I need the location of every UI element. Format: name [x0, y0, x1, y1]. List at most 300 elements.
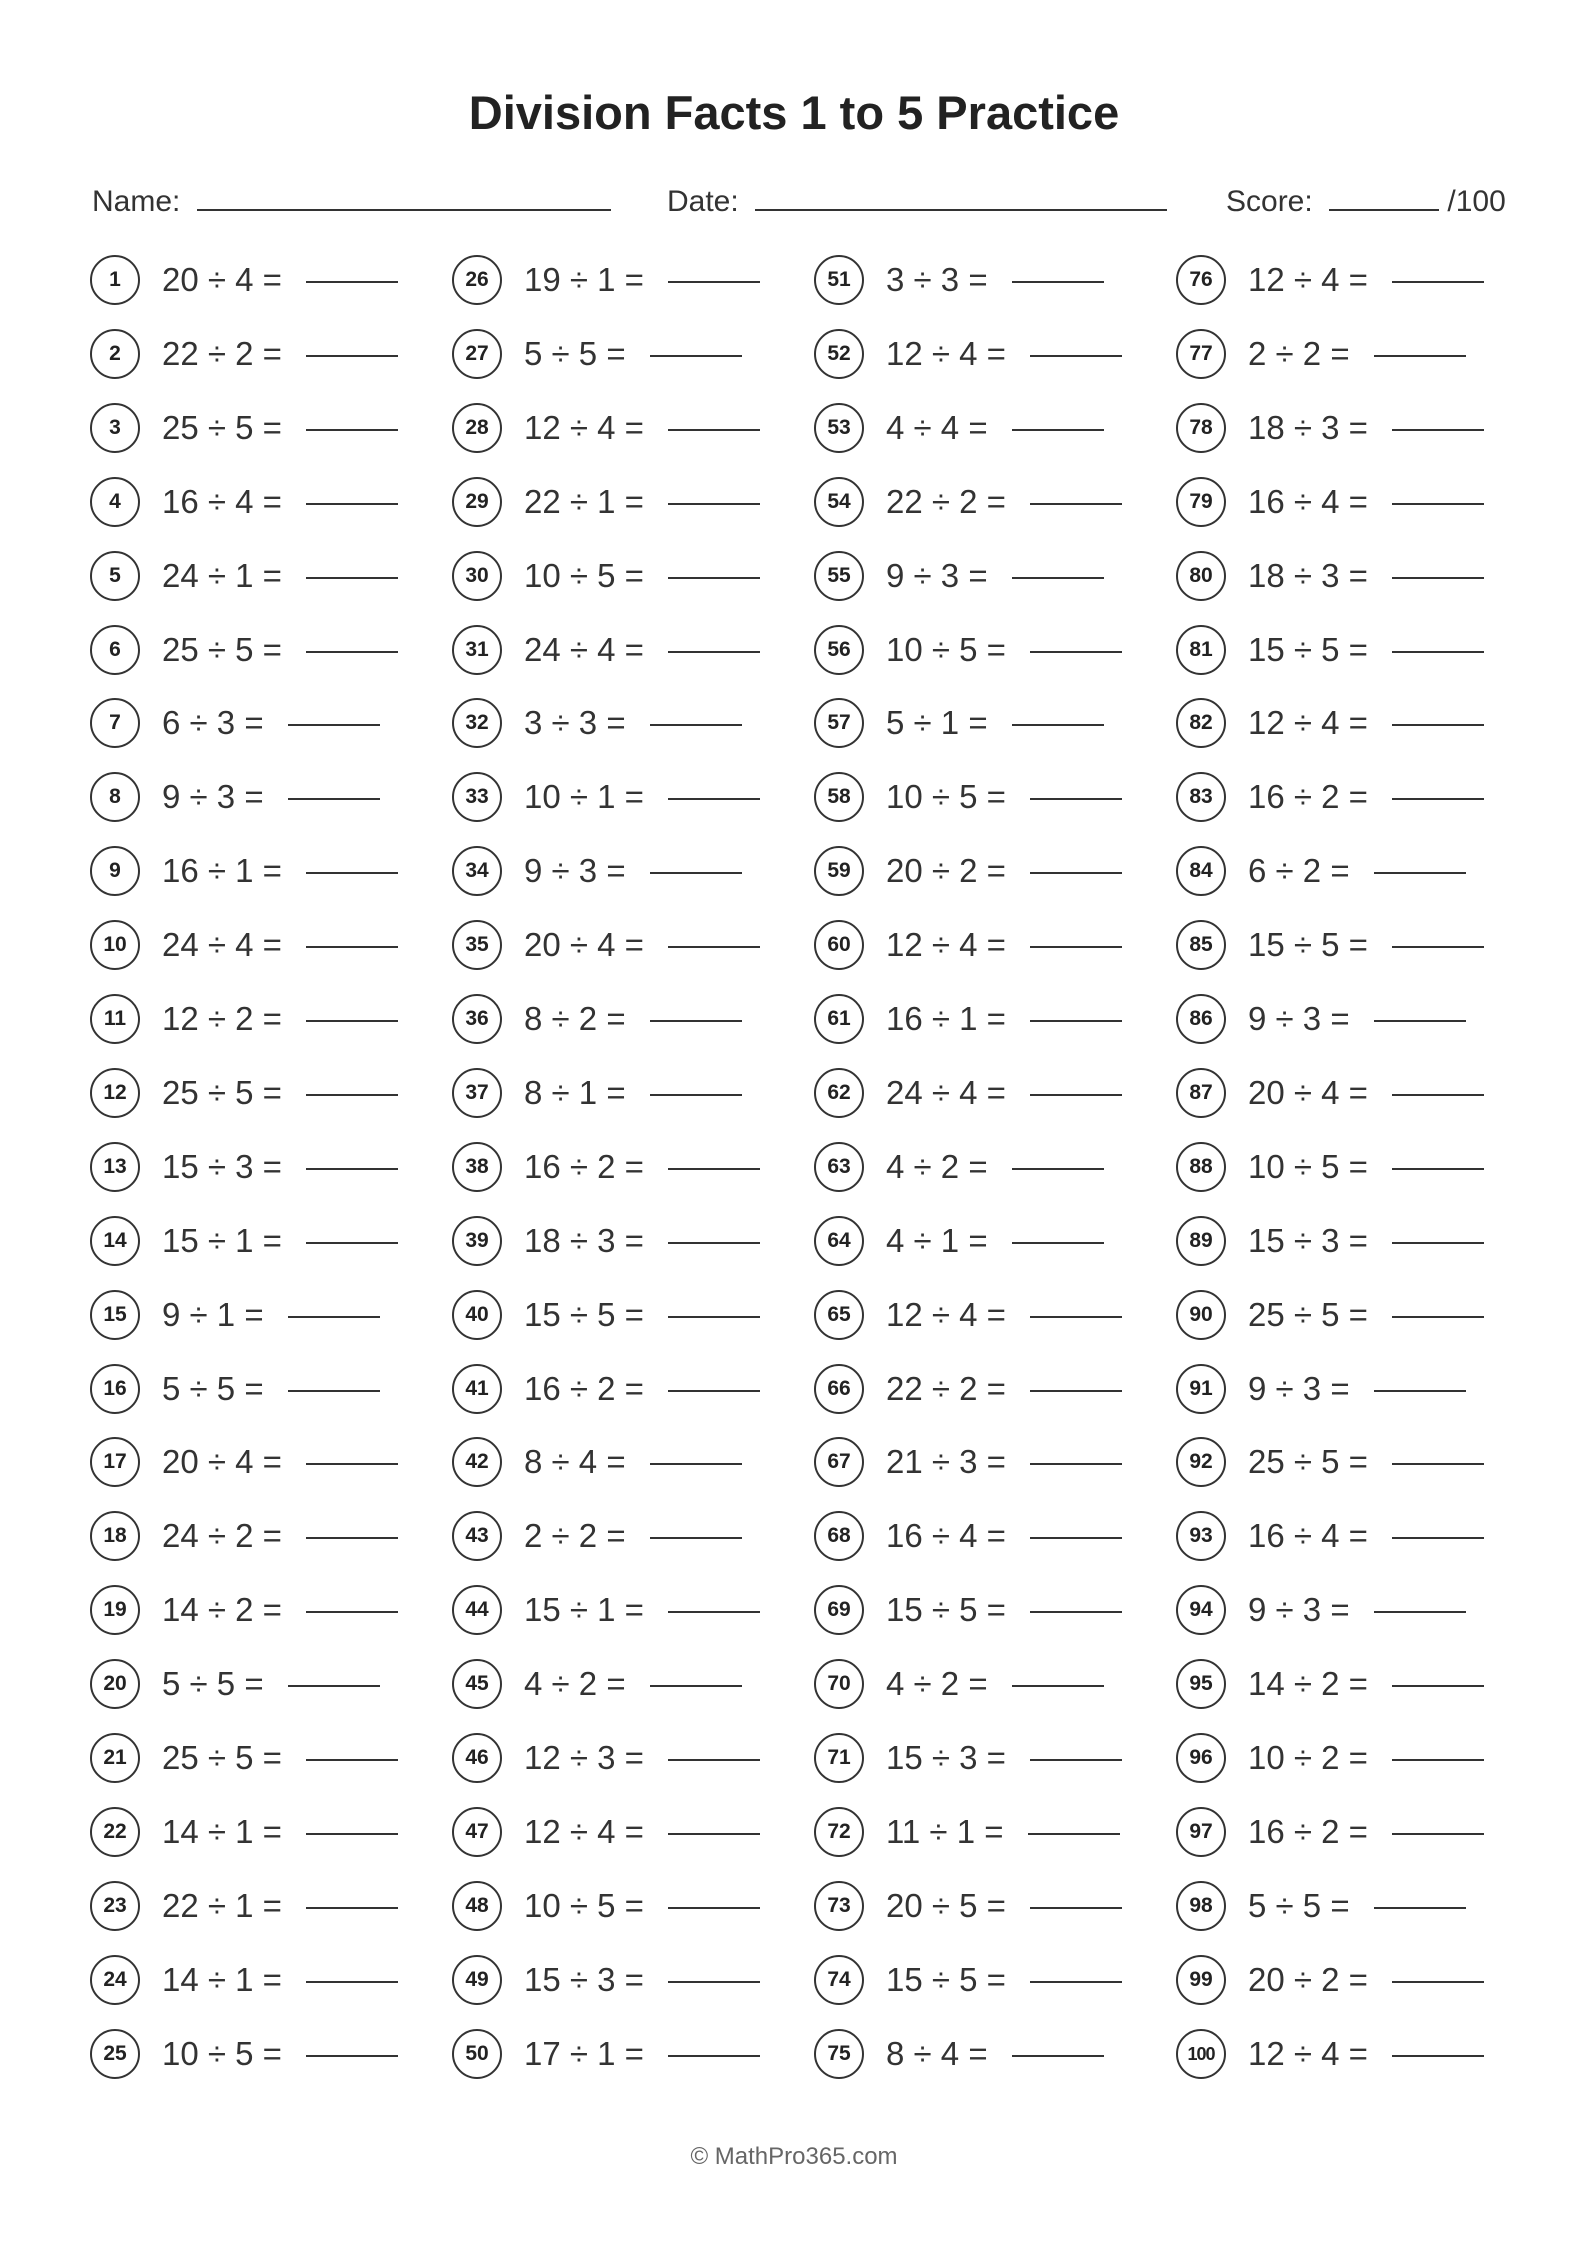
problem-expression-row	[886, 852, 1122, 890]
problem-expression: 3 ÷ 3 =	[886, 261, 988, 298]
problem-item	[1176, 1068, 1536, 1124]
problem-number-badge: 47	[452, 1807, 502, 1857]
date-blank-line[interactable]	[755, 208, 1167, 211]
problem-item	[90, 1955, 450, 2011]
problem-expression-row	[1248, 926, 1484, 964]
problem-item	[452, 1437, 812, 1493]
answer-blank-line[interactable]	[306, 1094, 398, 1096]
problem-number-badge: 82	[1176, 698, 1226, 748]
problem-number-badge: 48	[452, 1881, 502, 1931]
problem-item	[1176, 698, 1536, 754]
problem-expression-row	[886, 1887, 1122, 1925]
problem-item	[1176, 1881, 1536, 1937]
problem-expression-row	[886, 409, 1104, 447]
problem-expression-row	[886, 335, 1122, 373]
answer-blank-line[interactable]	[1030, 651, 1122, 653]
problem-expression-row	[524, 557, 760, 595]
answer-blank-line[interactable]	[668, 429, 760, 431]
problem-expression: 9 ÷ 1 =	[162, 1296, 264, 1333]
answer-blank-line[interactable]	[1012, 2055, 1104, 2057]
answer-blank-line[interactable]	[650, 1020, 742, 1022]
problem-expression: 10 ÷ 5 =	[524, 557, 644, 594]
problem-expression-row	[524, 1591, 760, 1629]
problem-expression-row	[524, 1961, 760, 1999]
answer-blank-line[interactable]	[1012, 1685, 1104, 1687]
problem-expression-row	[162, 631, 398, 669]
answer-blank-line[interactable]	[1374, 1390, 1466, 1392]
answer-blank-line[interactable]	[288, 1685, 380, 1687]
problem-expression-row	[524, 1665, 742, 1703]
problem-expression-row	[162, 1443, 398, 1481]
problem-number-badge: 22	[90, 1807, 140, 1857]
problem-item	[814, 994, 1174, 1050]
answer-blank-line[interactable]	[306, 872, 398, 874]
answer-blank-line[interactable]	[650, 1685, 742, 1687]
answer-blank-line[interactable]	[306, 503, 398, 505]
answer-blank-line[interactable]	[1392, 1463, 1484, 1465]
page-title: Division Facts 1 to 5 Practice	[468, 86, 1120, 139]
answer-blank-line[interactable]	[668, 798, 760, 800]
answer-blank-line[interactable]	[306, 1981, 398, 1983]
answer-blank-line[interactable]	[1012, 577, 1104, 579]
problem-expression: 6 ÷ 2 =	[1248, 852, 1350, 889]
problem-expression: 16 ÷ 2 =	[1248, 778, 1368, 815]
answer-blank-line[interactable]	[1392, 503, 1484, 505]
problem-number-badge: 66	[814, 1364, 864, 1414]
problem-number-badge: 69	[814, 1585, 864, 1635]
answer-blank-line[interactable]	[668, 281, 760, 283]
problem-expression-row	[1248, 1443, 1484, 1481]
answer-blank-line[interactable]	[650, 355, 742, 357]
problem-expression: 15 ÷ 3 =	[886, 1739, 1006, 1776]
answer-blank-line[interactable]	[668, 2055, 760, 2057]
problem-expression-row	[886, 926, 1122, 964]
problem-expression: 15 ÷ 3 =	[1248, 1222, 1368, 1259]
answer-blank-line[interactable]	[288, 798, 380, 800]
answer-blank-line[interactable]	[1392, 281, 1484, 283]
answer-blank-line[interactable]	[668, 651, 760, 653]
problem-expression-row	[886, 1296, 1122, 1334]
answer-blank-line[interactable]	[306, 2055, 398, 2057]
problem-item	[452, 1807, 812, 1863]
problem-expression: 18 ÷ 3 =	[524, 1222, 644, 1259]
answer-blank-line[interactable]	[1030, 503, 1122, 505]
problem-expression-row	[524, 926, 760, 964]
problem-item	[90, 994, 450, 1050]
problem-item	[1176, 403, 1536, 459]
problem-item	[1176, 920, 1536, 976]
answer-blank-line[interactable]	[1392, 1685, 1484, 1687]
problem-expression-row	[886, 1000, 1122, 1038]
problem-item	[90, 1881, 450, 1937]
answer-blank-line[interactable]	[306, 577, 398, 579]
problem-item	[90, 2029, 450, 2085]
problem-item	[1176, 1511, 1536, 1567]
problem-expression: 15 ÷ 1 =	[524, 1591, 644, 1628]
answer-blank-line[interactable]	[306, 1463, 398, 1465]
problem-expression: 25 ÷ 5 =	[162, 631, 282, 668]
problem-number-badge: 20	[90, 1659, 140, 1709]
problem-item	[1176, 1290, 1536, 1346]
answer-blank-line[interactable]	[650, 1094, 742, 1096]
problem-expression-row	[524, 1148, 760, 1186]
answer-blank-line[interactable]	[306, 355, 398, 357]
answer-blank-line[interactable]	[306, 1833, 398, 1835]
problem-expression-row	[886, 557, 1104, 595]
problem-expression: 15 ÷ 5 =	[886, 1961, 1006, 1998]
problem-number-badge: 78	[1176, 403, 1226, 453]
answer-blank-line[interactable]	[1392, 1537, 1484, 1539]
answer-blank-line[interactable]	[1374, 1611, 1466, 1613]
problem-expression-row	[162, 2035, 398, 2073]
problem-item	[814, 698, 1174, 754]
problem-item	[452, 846, 812, 902]
problem-number-badge: 54	[814, 477, 864, 527]
problem-expression: 20 ÷ 4 =	[524, 926, 644, 963]
answer-blank-line[interactable]	[1392, 1242, 1484, 1244]
answer-blank-line[interactable]	[306, 1907, 398, 1909]
problem-item	[90, 1733, 450, 1789]
answer-blank-line[interactable]	[306, 1611, 398, 1613]
answer-blank-line[interactable]	[306, 1759, 398, 1761]
problem-number-badge: 17	[90, 1437, 140, 1487]
problem-expression: 9 ÷ 3 =	[886, 557, 988, 594]
answer-blank-line[interactable]	[1392, 1833, 1484, 1835]
answer-blank-line[interactable]	[1030, 1463, 1122, 1465]
problem-expression: 16 ÷ 4 =	[162, 483, 282, 520]
problem-item	[814, 403, 1174, 459]
answer-blank-line[interactable]	[288, 724, 380, 726]
problem-expression: 21 ÷ 3 =	[886, 1443, 1006, 1480]
problem-item	[814, 772, 1174, 828]
problem-expression-row	[162, 778, 380, 816]
problem-number-badge: 21	[90, 1733, 140, 1783]
problem-item	[814, 1733, 1174, 1789]
problem-expression: 10 ÷ 5 =	[1248, 1148, 1368, 1185]
problem-number-badge: 41	[452, 1364, 502, 1414]
problem-item	[1176, 1216, 1536, 1272]
problem-number-badge: 16	[90, 1364, 140, 1414]
problem-item	[1176, 1585, 1536, 1641]
answer-blank-line[interactable]	[668, 1907, 760, 1909]
answer-blank-line[interactable]	[668, 1316, 760, 1318]
answer-blank-line[interactable]	[668, 1242, 760, 1244]
date-field[interactable]	[667, 185, 1167, 219]
answer-blank-line[interactable]	[650, 872, 742, 874]
problem-expression: 10 ÷ 2 =	[1248, 1739, 1368, 1776]
answer-blank-line[interactable]	[1030, 1094, 1122, 1096]
answer-blank-line[interactable]	[1392, 651, 1484, 653]
answer-blank-line[interactable]	[1392, 798, 1484, 800]
problem-item	[90, 1437, 450, 1493]
problem-item	[1176, 1659, 1536, 1715]
problem-expression: 9 ÷ 3 =	[1248, 1591, 1350, 1628]
problem-expression: 12 ÷ 4 =	[886, 335, 1006, 372]
answer-blank-line[interactable]	[1028, 1833, 1120, 1835]
answer-blank-line[interactable]	[1030, 1316, 1122, 1318]
answer-blank-line[interactable]	[668, 1168, 760, 1170]
problem-expression: 16 ÷ 2 =	[524, 1370, 644, 1407]
problem-number-badge: 10	[90, 920, 140, 970]
problem-number-badge: 63	[814, 1142, 864, 1192]
problem-number-badge: 93	[1176, 1511, 1226, 1561]
problem-expression: 18 ÷ 3 =	[1248, 557, 1368, 594]
answer-blank-line[interactable]	[668, 1611, 760, 1613]
answer-blank-line[interactable]	[306, 1168, 398, 1170]
problem-item	[814, 1364, 1174, 1420]
problem-expression-row	[1248, 1665, 1484, 1703]
problem-item	[814, 1585, 1174, 1641]
problem-number-badge: 18	[90, 1511, 140, 1561]
problem-expression: 12 ÷ 4 =	[886, 1296, 1006, 1333]
answer-blank-line[interactable]	[668, 1390, 760, 1392]
problem-expression: 14 ÷ 2 =	[1248, 1665, 1368, 1702]
answer-blank-line[interactable]	[1030, 1759, 1122, 1761]
name-field[interactable]	[92, 185, 611, 219]
problem-expression-row	[886, 1739, 1122, 1777]
problem-expression-row	[1248, 483, 1484, 521]
problem-item	[1176, 329, 1536, 385]
answer-blank-line[interactable]	[668, 577, 760, 579]
problem-number-badge: 42	[452, 1437, 502, 1487]
problem-number-badge: 29	[452, 477, 502, 527]
problem-item	[814, 1216, 1174, 1272]
problem-expression-row	[524, 335, 742, 373]
answer-blank-line[interactable]	[288, 1316, 380, 1318]
problem-expression: 15 ÷ 5 =	[1248, 926, 1368, 963]
answer-blank-line[interactable]	[668, 1759, 760, 1761]
problem-number-badge: 87	[1176, 1068, 1226, 1118]
answer-blank-line[interactable]	[306, 1020, 398, 1022]
problem-number-badge: 76	[1176, 255, 1226, 305]
problem-expression: 8 ÷ 2 =	[524, 1000, 626, 1037]
problem-expression-row	[524, 1813, 760, 1851]
problem-expression-row	[524, 1887, 760, 1925]
answer-blank-line[interactable]	[650, 1463, 742, 1465]
problem-item	[1176, 994, 1536, 1050]
problem-number-badge: 96	[1176, 1733, 1226, 1783]
problem-expression: 5 ÷ 1 =	[886, 704, 988, 741]
date-label: Date:	[667, 185, 739, 218]
answer-blank-line[interactable]	[1030, 1020, 1122, 1022]
problem-expression-row	[162, 1000, 398, 1038]
problem-expression: 20 ÷ 4 =	[1248, 1074, 1368, 1111]
problem-item	[90, 477, 450, 533]
problem-expression: 24 ÷ 4 =	[524, 631, 644, 668]
problem-item	[452, 772, 812, 828]
problem-item	[814, 1437, 1174, 1493]
problem-item	[814, 1290, 1174, 1346]
problem-number-badge: 86	[1176, 994, 1226, 1044]
answer-blank-line[interactable]	[1012, 1168, 1104, 1170]
problem-expression-row	[162, 704, 380, 742]
problem-item	[90, 1807, 450, 1863]
answer-blank-line[interactable]	[1392, 429, 1484, 431]
problem-expression: 16 ÷ 4 =	[886, 1517, 1006, 1554]
problem-expression-row	[1248, 1813, 1484, 1851]
problem-item	[1176, 1955, 1536, 2011]
answer-blank-line[interactable]	[306, 1242, 398, 1244]
problem-number-badge: 37	[452, 1068, 502, 1118]
answer-blank-line[interactable]	[1392, 1316, 1484, 1318]
problem-expression-row	[162, 1813, 398, 1851]
problem-expression-row	[1248, 1887, 1466, 1925]
problem-expression: 15 ÷ 1 =	[162, 1222, 282, 1259]
answer-blank-line[interactable]	[650, 724, 742, 726]
problem-item	[90, 1068, 450, 1124]
problem-number-badge: 43	[452, 1511, 502, 1561]
problem-item	[814, 1659, 1174, 1715]
problem-expression-row	[162, 1296, 380, 1334]
answer-blank-line[interactable]	[306, 1537, 398, 1539]
problem-expression-row	[524, 1296, 760, 1334]
problem-item	[452, 1216, 812, 1272]
problem-number-badge: 56	[814, 625, 864, 675]
answer-blank-line[interactable]	[1012, 724, 1104, 726]
name-label: Name:	[92, 185, 181, 218]
problem-expression-row	[1248, 1222, 1484, 1260]
problem-expression-row	[1248, 1739, 1484, 1777]
answer-blank-line[interactable]	[1012, 429, 1104, 431]
problem-expression-row	[162, 1370, 380, 1408]
answer-blank-line[interactable]	[1392, 1168, 1484, 1170]
problem-expression-row	[886, 1813, 1120, 1851]
problem-expression-row	[1248, 1961, 1484, 1999]
problem-number-badge: 70	[814, 1659, 864, 1709]
problem-item	[452, 1364, 812, 1420]
answer-blank-line[interactable]	[1012, 1242, 1104, 1244]
problem-number-badge: 100	[1176, 2029, 1226, 2079]
problem-expression: 16 ÷ 4 =	[1248, 1517, 1368, 1554]
answer-blank-line[interactable]	[1030, 798, 1122, 800]
problem-expression: 5 ÷ 5 =	[162, 1370, 264, 1407]
answer-blank-line[interactable]	[1374, 355, 1466, 357]
answer-blank-line[interactable]	[1030, 1981, 1122, 1983]
answer-blank-line[interactable]	[1030, 946, 1122, 948]
problem-expression-row	[886, 1074, 1122, 1112]
problem-expression-row	[524, 1074, 742, 1112]
problem-expression-row	[524, 704, 742, 742]
problem-number-badge: 7	[90, 698, 140, 748]
answer-blank-line[interactable]	[288, 1390, 380, 1392]
answer-blank-line[interactable]	[668, 503, 760, 505]
problem-expression-row	[886, 704, 1104, 742]
answer-blank-line[interactable]	[1392, 1759, 1484, 1761]
problem-expression: 16 ÷ 2 =	[524, 1148, 644, 1185]
answer-blank-line[interactable]	[1392, 1981, 1484, 1983]
problem-expression: 4 ÷ 4 =	[886, 409, 988, 446]
problem-number-badge: 95	[1176, 1659, 1226, 1709]
score-total: /100	[1447, 185, 1506, 218]
problem-expression: 16 ÷ 1 =	[886, 1000, 1006, 1037]
answer-blank-line[interactable]	[1392, 946, 1484, 948]
problem-expression: 15 ÷ 3 =	[524, 1961, 644, 1998]
problem-expression-row	[524, 261, 760, 299]
problem-number-badge: 2	[90, 329, 140, 379]
problem-number-badge: 23	[90, 1881, 140, 1931]
problem-number-badge: 61	[814, 994, 864, 1044]
problem-expression: 22 ÷ 2 =	[886, 483, 1006, 520]
answer-blank-line[interactable]	[1030, 1611, 1122, 1613]
problem-expression-row	[162, 1665, 380, 1703]
problem-number-badge: 8	[90, 772, 140, 822]
answer-blank-line[interactable]	[668, 1833, 760, 1835]
problem-expression: 25 ÷ 5 =	[162, 1739, 282, 1776]
problem-item	[814, 329, 1174, 385]
problem-expression: 20 ÷ 4 =	[162, 261, 282, 298]
problem-number-badge: 46	[452, 1733, 502, 1783]
problem-expression-row	[886, 778, 1122, 816]
problem-expression: 14 ÷ 1 =	[162, 1813, 282, 1850]
answer-blank-line[interactable]	[1392, 1094, 1484, 1096]
answer-blank-line[interactable]	[668, 946, 760, 948]
problem-expression: 22 ÷ 2 =	[162, 335, 282, 372]
score-label: Score:	[1226, 185, 1313, 218]
answer-blank-line[interactable]	[1374, 1907, 1466, 1909]
problem-number-badge: 74	[814, 1955, 864, 2005]
answer-blank-line[interactable]	[1392, 577, 1484, 579]
answer-blank-line[interactable]	[1392, 2055, 1484, 2057]
problem-expression-row	[524, 1443, 742, 1481]
problem-item	[452, 1585, 812, 1641]
problem-expression: 12 ÷ 4 =	[524, 1813, 644, 1850]
name-blank-line[interactable]	[197, 208, 611, 211]
problem-expression: 6 ÷ 3 =	[162, 704, 264, 741]
problem-expression-row	[886, 261, 1104, 299]
answer-blank-line[interactable]	[306, 946, 398, 948]
score-blank-line[interactable]	[1329, 208, 1439, 211]
problem-item	[452, 1881, 812, 1937]
problem-item	[1176, 255, 1536, 311]
problem-expression: 5 ÷ 5 =	[162, 1665, 264, 1702]
answer-blank-line[interactable]	[1030, 355, 1122, 357]
problem-expression: 20 ÷ 4 =	[162, 1443, 282, 1480]
answer-blank-line[interactable]	[1030, 1907, 1122, 1909]
problem-expression-row	[524, 852, 742, 890]
problem-expression: 20 ÷ 2 =	[886, 852, 1006, 889]
problem-expression-row	[524, 778, 760, 816]
problem-expression-row	[524, 631, 760, 669]
answer-blank-line[interactable]	[1392, 724, 1484, 726]
problem-expression: 25 ÷ 5 =	[1248, 1443, 1368, 1480]
problem-item	[814, 551, 1174, 607]
answer-blank-line[interactable]	[306, 281, 398, 283]
answer-blank-line[interactable]	[1030, 1390, 1122, 1392]
problem-item	[814, 477, 1174, 533]
answer-blank-line[interactable]	[1030, 872, 1122, 874]
score-field[interactable]	[1226, 185, 1506, 219]
problem-expression: 12 ÷ 3 =	[524, 1739, 644, 1776]
problem-number-badge: 72	[814, 1807, 864, 1857]
problem-expression: 4 ÷ 2 =	[886, 1665, 988, 1702]
answer-blank-line[interactable]	[668, 1981, 760, 1983]
problem-number-badge: 92	[1176, 1437, 1226, 1487]
problem-expression: 24 ÷ 4 =	[162, 926, 282, 963]
answer-blank-line[interactable]	[1030, 1537, 1122, 1539]
answer-blank-line[interactable]	[1374, 872, 1466, 874]
answer-blank-line[interactable]	[306, 429, 398, 431]
problem-number-badge: 11	[90, 994, 140, 1044]
problem-expression: 10 ÷ 5 =	[886, 631, 1006, 668]
answer-blank-line[interactable]	[306, 651, 398, 653]
problem-expression: 15 ÷ 5 =	[524, 1296, 644, 1333]
answer-blank-line[interactable]	[650, 1537, 742, 1539]
answer-blank-line[interactable]	[1374, 1020, 1466, 1022]
problem-expression: 12 ÷ 4 =	[524, 409, 644, 446]
problem-number-badge: 97	[1176, 1807, 1226, 1857]
answer-blank-line[interactable]	[1012, 281, 1104, 283]
problem-expression: 15 ÷ 5 =	[886, 1591, 1006, 1628]
